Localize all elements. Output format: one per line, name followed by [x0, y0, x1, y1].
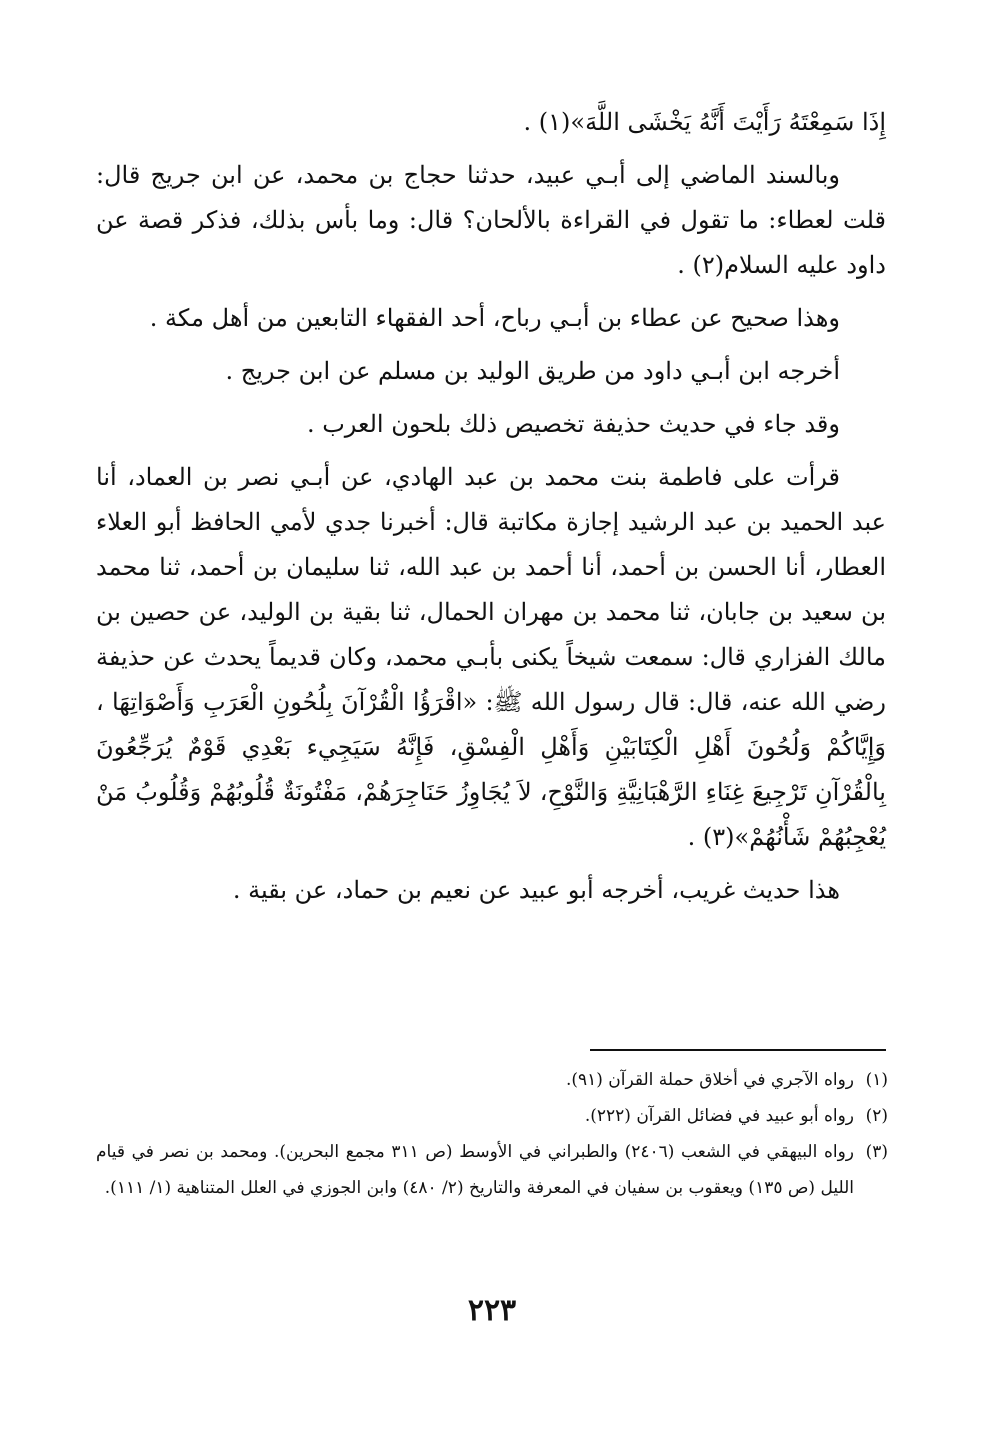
footnote-number: (٢) — [865, 1106, 888, 1126]
paragraph: وهذا صحيح عن عطاء بن أبـي رباح، أحد الفقهاء التابعين من أهل مكة . — [149, 304, 840, 332]
footnote-number: (١) — [865, 1070, 888, 1090]
footnote-divider — [590, 1049, 886, 1051]
paragraph: وقد جاء في حديث حذيفة تخصيص ذلك بلحون العرب . — [306, 410, 840, 438]
footnotes — [96, 1062, 888, 1206]
paragraph: أخرجه ابن أبـي داود من طريق الوليد بن مسلم عن ابن جريج . — [225, 357, 840, 385]
footnote — [96, 1062, 888, 1098]
footnote-text: رواه الآجري في أخلاق حملة القرآن (٩١). — [565, 1070, 854, 1090]
page-number: ٢٢٣ — [467, 1293, 517, 1328]
footnote — [96, 1134, 888, 1206]
paragraph: وبالسند الماضي إلى أبـي عبيد، حدثنا حجاج بن محمد، عن ابن جريج قال: قلت لعطاء: ما تقول في القراءة بالألحان؟ قال: وما بأس بذلك، فذكر قصة عن داود عليه السلام(٢) . — [96, 161, 887, 279]
paragraph: هذا حديث غريب، أخرجه أبو عبيد عن نعيم بن حماد، عن بقية . — [232, 876, 840, 904]
paragraph: قرأت على فاطمة بنت محمد بن عبد الهادي، عن أبـي نصر بن العماد، أنا عبد الحميد بن عبد الرشيد إجازة مكاتبة قال: أخبرنا جدي لأمي الحافظ أبو العلاء العطار، أنا الحسن بن أحمد، أنا أحمد بن عبد الله، ثنا سليمان بن أحمد، ثنا محمد بن سعيد بن جابان، ثنا محمد بن مهران الحمال، ثنا بقية بن الوليد، عن حصين بن مالك الفزاري قال: سمعت شيخاً يكنى بأبـي محمد، وكان قديماً يحدث عن حذيفة رضي الله عنه، قال: قال رسول الله ﷺ: «اقْرَؤُا الْقُرْآنَ بِلُحُونِ الْعَرَبِ وَأَصْوَاتِهَا ، وَإِيَّاكُمْ وَلُحُونَ أَهْلِ الْكِتَابَيْنِ وَأَهْلِ الْفِسْقِ، فَإِنَّهُ سَيَجِيء بَعْدِي قَوْمٌ يُرَجِّعُونَ بِالْقُرْآنِ تَرْجِيعَ غِنَاءِ الرَّهْبَانِيَّةِ وَالنَّوْحِ، لاَ يُجَاوِزُ حَنَاجِرَهُمْ، مَفْتُونَةٌ قُلُوبُهُمْ وَقُلُوبُ مَنْ يُعْجِبُهُمْ شَأْنُهُمْ»(٣) . — [96, 463, 886, 851]
footnote-text: رواه أبو عبيد في فضائل القرآن (٢٢٢). — [584, 1106, 854, 1126]
main-text — [96, 100, 886, 921]
footnote-number: (٣) — [865, 1142, 888, 1162]
paragraph: إِذَا سَمِعْتَهُ رَأَيْتَ أَنَّهُ يَخْشَى اللَّهَ»(١) . — [523, 108, 886, 136]
footnote-text: رواه البيهقي في الشعب (٢٤٠٦) والطبراني في الأوسط (ص ٣١١ مجمع البحرين). ومحمد بن نصر في قيام الليل (ص ١٣٥) ويعقوب بن سفيان في المعرفة والتاريخ (٢/ ٤٨٠) وابن الجوزي في العلل المتناهية (١/ ١١١). — [96, 1142, 855, 1198]
footnote — [96, 1098, 888, 1134]
